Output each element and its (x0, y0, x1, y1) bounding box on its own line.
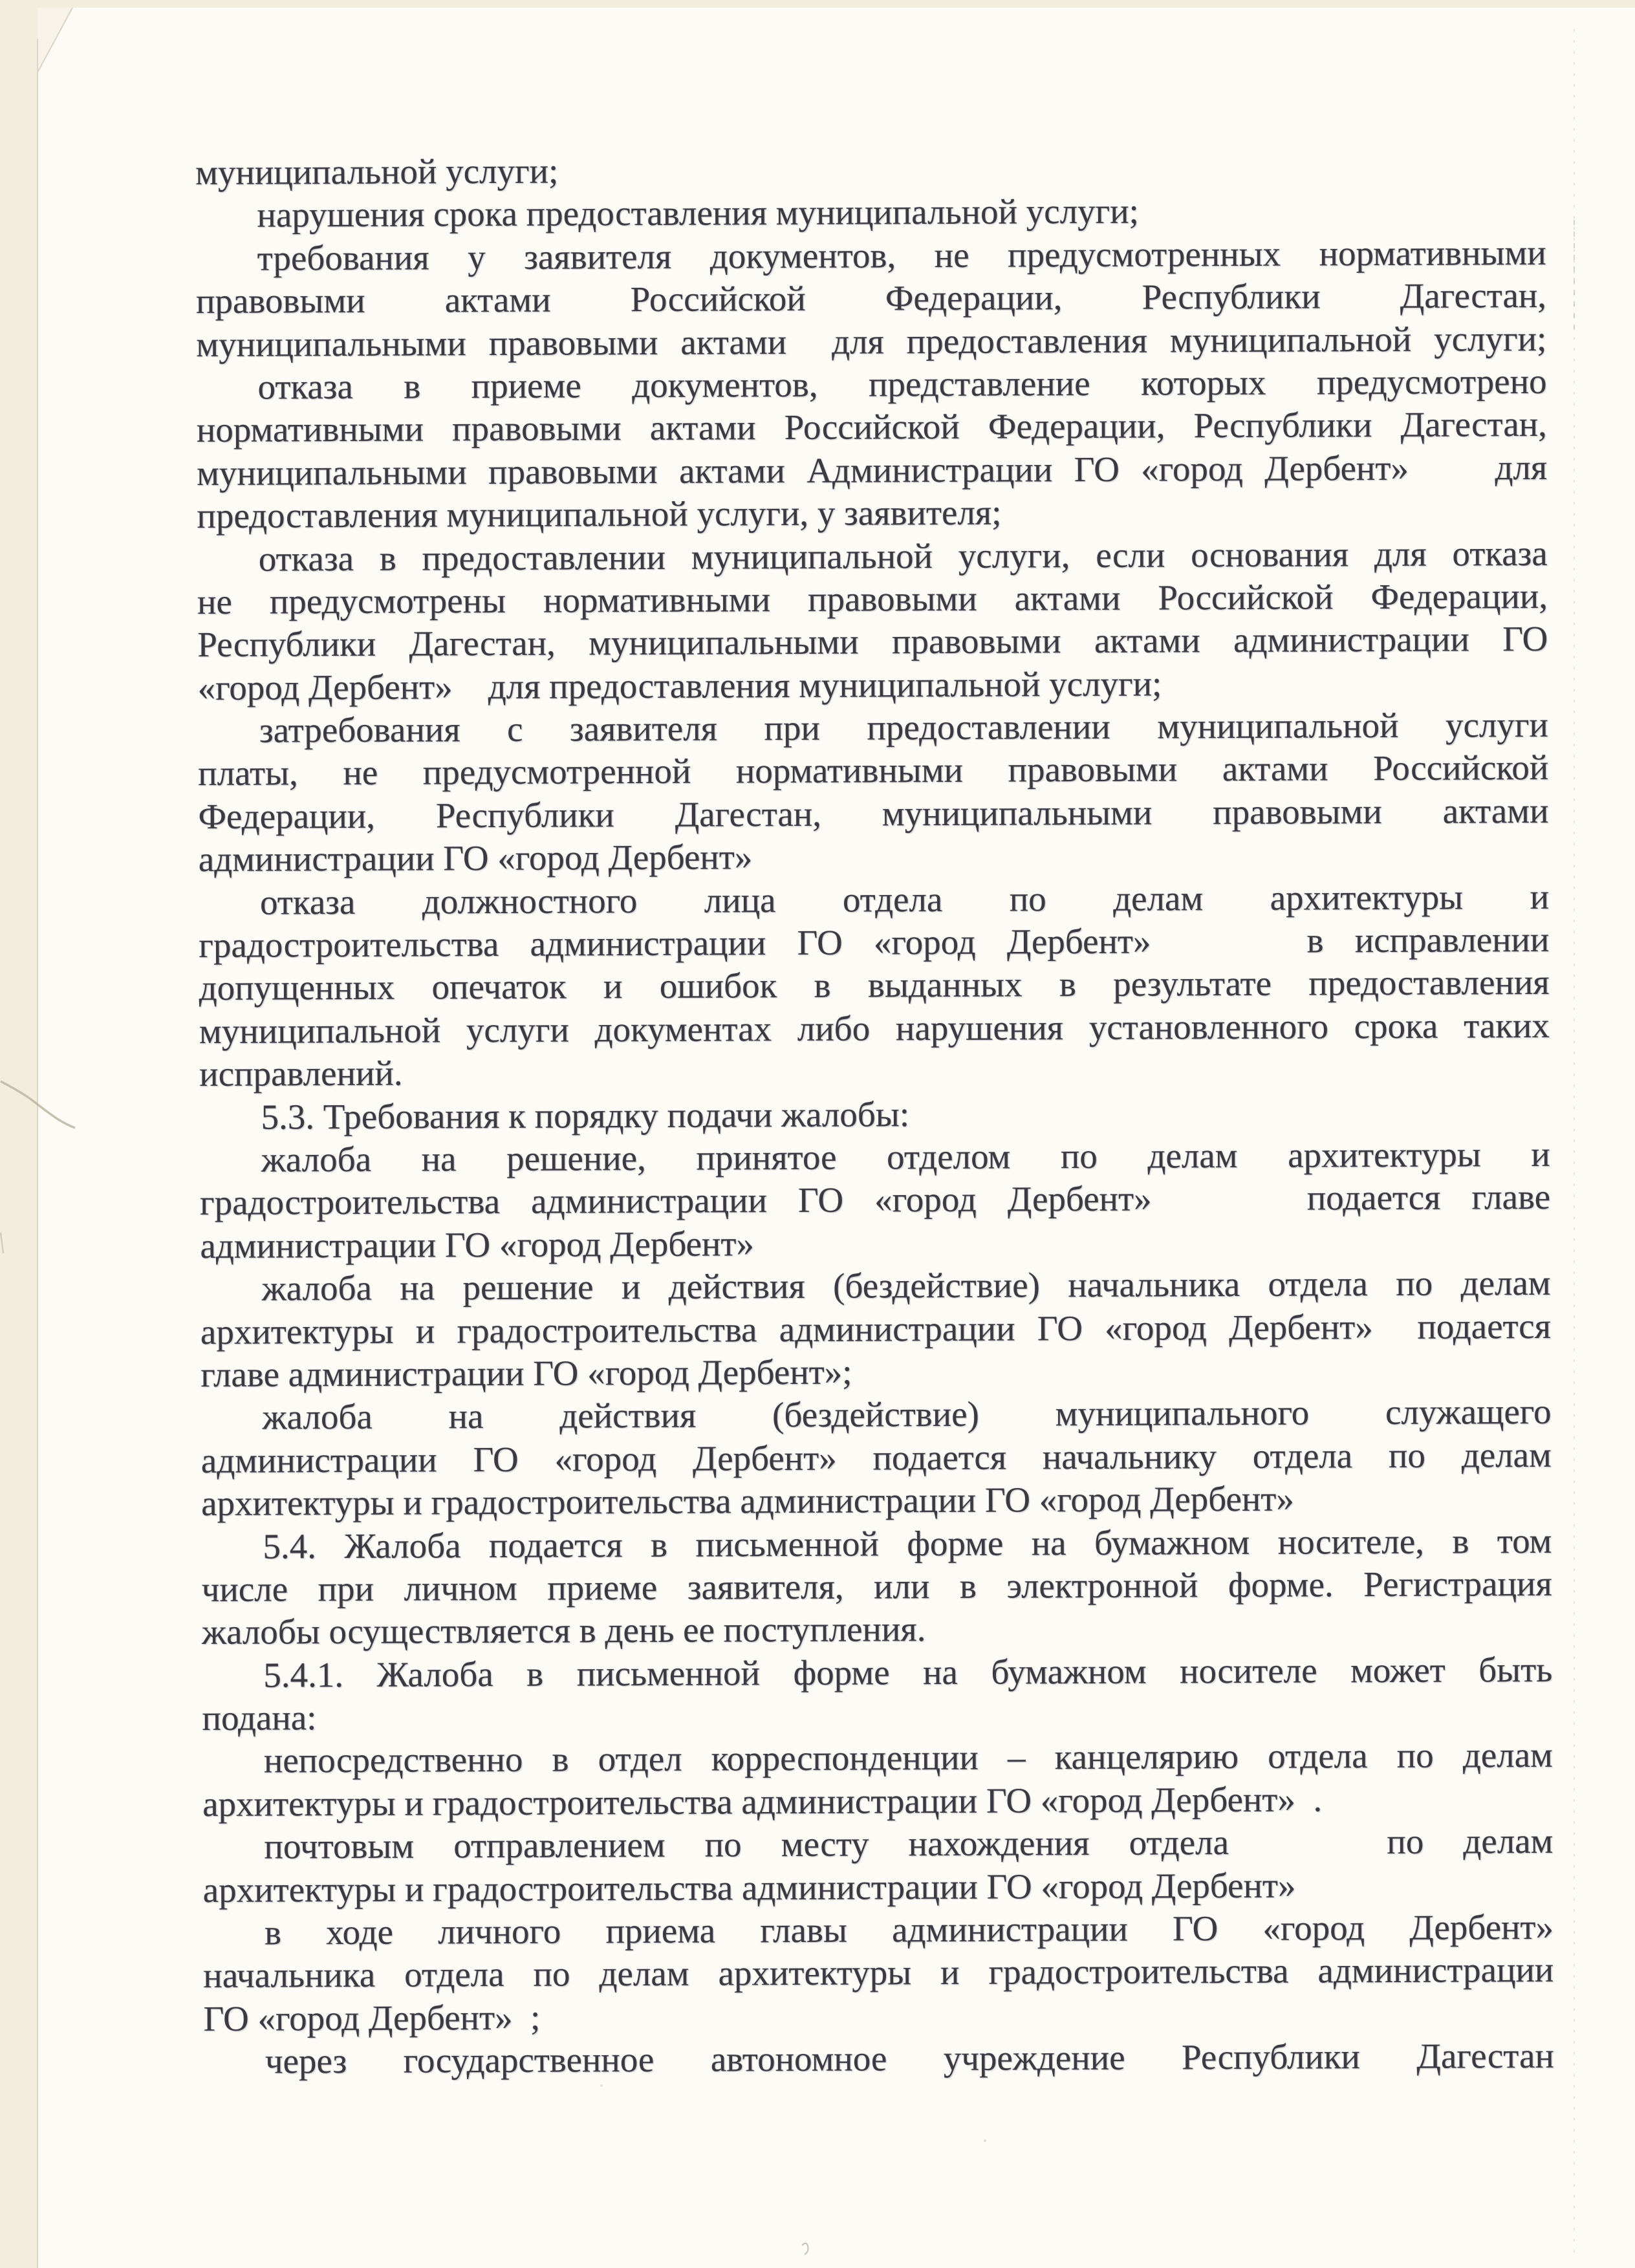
text-line: градостроительства администрации ГО «город Дербент» подается главе (199, 1177, 1551, 1223)
text-line: допущенных опечаток и ошибок в выданных в результате предоставления (199, 962, 1550, 1008)
text-line: 5.4. Жалоба подается в письменной форме на бумажном носителе, в том (263, 1520, 1552, 1566)
text-line: отказа в предоставлении муниципальной услуги, если основания для отказа (258, 533, 1548, 579)
text-line: муниципальными правовыми актами Администрации ГО «город Дербент» для (197, 447, 1548, 493)
text-line: жалоба на решение и действия (бездействие) начальника отдела по делам (261, 1263, 1551, 1308)
text-line: почтовым отправлением по месту нахождения отдела по делам (264, 1821, 1554, 1866)
text-line: числе при личном приеме заявителя, или в электронной форме. Регистрация (201, 1563, 1552, 1609)
text-line: 5.3. Требования к порядку подачи жалобы: (261, 1094, 910, 1137)
text-line: начальника отдела по делам архитектуры и градостроительства администрации (203, 1950, 1554, 1996)
text-line: подана: (202, 1698, 317, 1738)
text-line: не предусмотрены нормативными правовыми актами Российской Федерации, (197, 576, 1548, 621)
text-line: ГО «город Дербент» ; (203, 1997, 541, 2038)
text-line: архитектуры и градостроительства администрации ГО «город Дербент» . (202, 1779, 1323, 1824)
text-line: через государственное автономное учреждение Республики Дагестан (265, 2036, 1555, 2081)
text-line: «город Дербент» для предоставления муниципальной услуги; (197, 664, 1162, 707)
text-line: правовыми актами Российской Федерации, Республики Дагестан, (195, 275, 1547, 321)
text-line: 5.4.1. Жалоба в письменной форме на бумажном носителе может быть (263, 1649, 1553, 1695)
text-line: администрации ГО «город Дербент» (198, 837, 753, 880)
text-line: архитектуры и градостроительства администрации ГО «город Дербент» (200, 1478, 1294, 1524)
text-block (195, 146, 1554, 2084)
text-line: администрации ГО «город Дербент» подается начальнику отдела по делам (200, 1434, 1552, 1480)
text-line: нарушения срока предоставления муниципальной услуги; (257, 191, 1139, 235)
text-line: градостроительства администрации ГО «город Дербент» в исправлении (199, 919, 1550, 966)
left-edge-mark (1, 1233, 3, 1253)
text-line: жалобы осуществляется в день ее поступления. (201, 1609, 926, 1652)
text-line: муниципальной услуги; (195, 151, 559, 192)
text-line: архитектуры и градостроительства администрации ГО «город Дербент» подается (200, 1306, 1552, 1352)
text-line: Республики Дагестан, муниципальными правовыми актами администрации ГО (197, 619, 1548, 665)
text-line: администрации ГО «город Дербент» (200, 1224, 755, 1266)
text-line: отказа должностного лица отдела по делам архитектуры и (259, 876, 1550, 922)
text-line: архитектуры и градостроительства администрации ГО «город Дербент» (202, 1865, 1296, 1910)
text-line: затребования с заявителя при предоставлении муниципальной услуги (259, 704, 1549, 750)
text-line: платы, не предусмотренной нормативными правовыми актами Российской (198, 748, 1549, 794)
text-line: главе администрации ГО «город Дербент»; (200, 1352, 852, 1394)
text-line: нормативными правовыми актами Российской Федерации, Республики Дагестан, (196, 404, 1547, 450)
text-line: отказа в приеме документов, представление которых предусмотрено (257, 361, 1547, 407)
text-line: исправлений. (199, 1053, 403, 1094)
text-line: требования у заявителя документов, не предусмотренных нормативными (257, 232, 1546, 278)
text-line: жалоба на действия (бездействие) муниципального служащего (262, 1392, 1552, 1437)
text-line: непосредственно в отдел корреспонденции – канцелярию отдела по делам (263, 1735, 1553, 1781)
text-line: муниципальными правовыми актами для предоставления муниципальной услуги; (196, 318, 1547, 364)
text-line: муниципальной услуги документах либо нарушения установленного срока таких (199, 1005, 1550, 1051)
text-line: в ходе личного приема главы администрации ГО «город Дербент» (264, 1906, 1554, 1952)
text-line: Федерации, Республики Дагестан, муниципальными правовыми актами (198, 790, 1549, 836)
text-line: жалоба на решение, принятое отделом по делам архитектуры и (261, 1134, 1550, 1180)
text-line: предоставления муниципальной услуги, у заявителя; (197, 492, 1002, 536)
